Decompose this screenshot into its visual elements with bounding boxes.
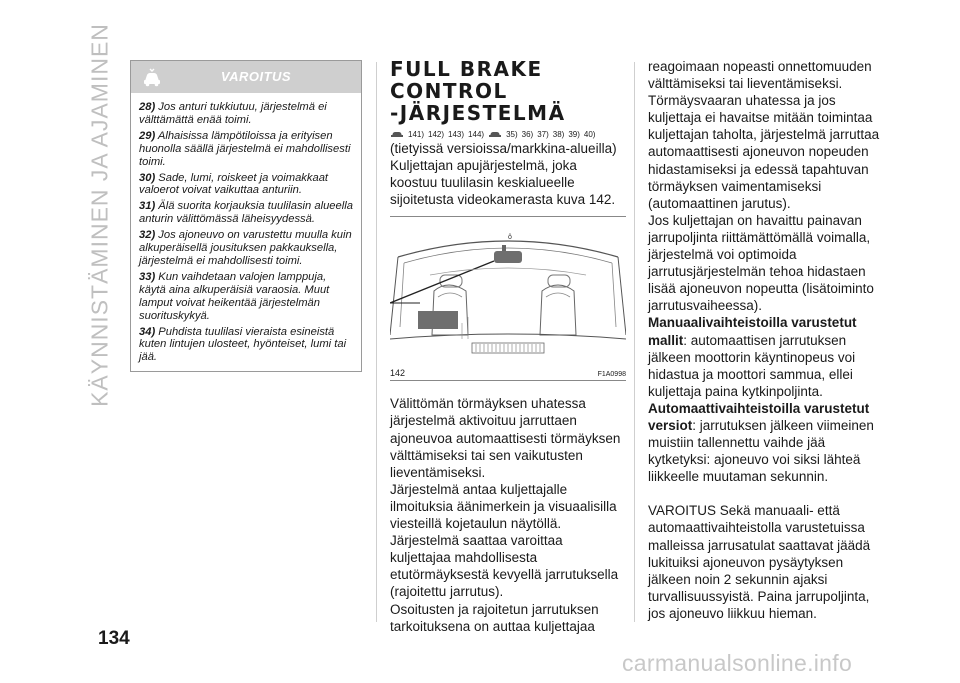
automatic-text: : jarrutuksen jälkeen viimeinen muistiin tallennettu vaihde jää kytketyksi: ajoneuvo voi siksi lähteä liikkeelle muutaman sekunnin.	[648, 417, 874, 485]
svg-text:ô: ô	[508, 234, 512, 242]
body-paragraph: Osoitusten ja rajoitetun jarrutuksen tarkoituksena on auttaa kuljettajaa	[390, 601, 599, 634]
warning-item-text: Sade, lumi, roiskeet ja voimakkaat valoerot voivat vaikuttaa anturiin.	[139, 171, 329, 197]
body-paragraph: Järjestelmä antaa kuljettajalle ilmoituksia äänimerkein ja visuaalisilla viesteillä kojetaulun näytöllä.	[390, 481, 617, 532]
heading-line: CONTROL	[390, 79, 508, 103]
ref-note: 142)	[428, 129, 445, 139]
figure-code: F1A0998	[597, 371, 626, 379]
warning-item-number: 28)	[139, 101, 156, 113]
warning-item-text: Kun vaihdetaan valojen lamppuja, käytä aina alkuperäisiä varaosia. Muut lamput voivat heikentää järjestelmän suorituskykyä.	[139, 270, 330, 322]
warning-item	[139, 101, 353, 127]
ref-warning: 40)	[583, 129, 596, 139]
ref-warning: 36)	[521, 129, 534, 139]
body-paragraph: Välittömän törmäyksen uhatessa järjestelmä aktivoituu jarruttaen ajoneuvoa automaattisesti törmäyksen välttämiseksi tai sen vaikutusten lieventämiseksi.	[390, 396, 621, 480]
intro-note: (tietyissä versioissa/markkina-alueilla)	[390, 141, 617, 156]
warning-item	[139, 200, 353, 226]
warning-item-text: Alhaisissa lämpötiloissa ja erityisen huonolla säällä järjestelmä ei mahdollisesti toimi.	[139, 129, 351, 168]
body-paragraph: Jos kuljettajan on havaittu painavan jarrupoljinta riittämättömällä voimalla, järjestelmä voi optimoida jarrutusjärjestelmän tehoa hidastaen lisää ajoneuvon nopeutta (lisätoiminto jarrutusvaiheessa).	[648, 212, 874, 314]
warning-title: VAROITUS	[220, 69, 292, 84]
warning-item	[139, 271, 353, 323]
body-paragraph: Järjestelmä saattaa varoittaa kuljettajaa mahdollisesta etutörmäyksestä kevyellä jarrutuksella (rajoitettu jarrutus).	[390, 533, 619, 600]
warning-list	[131, 93, 361, 364]
warning-item-text: Puhdista tuulilasi vieraista esineistä kuten lintujen ulosteet, hyönteiset, lumi tai jää.	[139, 325, 347, 364]
heading-line: -JÄRJESTELMÄ	[390, 101, 566, 125]
warning-item-text: Älä suorita korjauksia tuulilasin alueella anturin välittömässä läheisyydessä.	[139, 200, 353, 226]
chapter-title: KÄYNNISTÄMINEN JA AJAMINEN	[86, 23, 113, 407]
body-paragraph: reagoimaan nopeasti onnettomuuden välttämiseksi tai lieventämiseksi.	[648, 59, 872, 92]
warning-item-text: Jos anturi tukkiutuu, järjestelmä ei välttämättä enää toimi.	[139, 101, 327, 126]
column-right	[648, 58, 884, 622]
car-info-icon	[390, 129, 404, 139]
warning-item-number: 30)	[139, 171, 156, 184]
column-middle	[390, 58, 626, 635]
intro-text: Kuljettajan apujärjestelmä, joka koostuu tuulilasin keskialueelle sijoitetusta videokamerasta kuva 142.	[390, 158, 616, 208]
car-warning-small-icon	[488, 129, 502, 139]
automatic-label: Automaattivaihteistoilla varustetut versiot	[648, 400, 870, 433]
version-references	[390, 128, 626, 140]
manual-transmission-note	[648, 314, 884, 399]
warning-item-number: 31)	[139, 200, 156, 213]
warning-item-number: 32)	[139, 229, 156, 242]
warning-item-number: 34)	[139, 325, 156, 338]
windshield-camera-illustration	[390, 217, 626, 365]
ref-warning: 38)	[552, 129, 565, 139]
figure-number: 142	[390, 368, 406, 379]
figure-142	[390, 216, 626, 381]
ref-note: 144)	[468, 129, 485, 139]
ref-warning: 35)	[506, 129, 518, 139]
warning-item-number: 33)	[139, 270, 156, 283]
spacer	[648, 485, 884, 502]
warning-item	[139, 229, 353, 268]
warning-item-text: Jos ajoneuvo on varustettu muulla kuin alkuperäisellä jousituksen pakkauksella, järjestelmä ei mahdollisesti toimi.	[139, 229, 352, 267]
warning-item	[139, 326, 353, 365]
warning-header	[131, 61, 361, 93]
ref-warning: 39)	[568, 129, 580, 139]
heading-line: FULL BRAKE	[390, 57, 543, 81]
warning-box	[130, 60, 362, 372]
column-divider	[376, 62, 377, 622]
warning-item	[139, 130, 353, 169]
section-heading	[390, 58, 626, 124]
manual-label: Manuaalivaihteistoilla varustetut mallit	[648, 315, 857, 348]
ref-note: 141)	[408, 129, 425, 139]
column-divider	[634, 62, 635, 622]
ref-note: 143)	[448, 129, 465, 139]
watermark: carmanualsonline.info	[622, 650, 853, 676]
page-number: 134	[98, 628, 130, 649]
chapter-sidebar	[80, 23, 120, 407]
warning-item	[139, 172, 353, 198]
closing-warning: VAROITUS Sekä manuaali- että automaattivaihteistolla varustetuissa malleissa jarrusatulat saattavat jäädä lukituiksi ajoneuvon pysäytyksen jälkeen noin 2 sekunnin ajaksi turvallisuussyistä. Paina jarrupoljinta, jos ajoneuvo liikkuu hieman.	[648, 503, 871, 621]
manual-text: : automaattisen jarrutuksen jälkeen moottorin käyntinopeus voi hidastua ja moottori sammua, ellei kuljettaja paina kytkinpoljinta.	[648, 332, 856, 399]
body-paragraph: Törmäysvaaran uhatessa ja jos kuljettaja ei havaitse mitään toimintaa kuljettajan taholta, järjestelmä jarruttaa automaattisesti ajoneuvon nopeuden hidastamiseksi ja edessä tapahtuvan törmäyksen vaimentamiseksi (automaattinen jarutus).	[648, 93, 880, 211]
ref-warning: 37)	[537, 129, 549, 139]
automatic-transmission-note	[648, 400, 884, 485]
warning-item-number: 29)	[139, 129, 156, 142]
